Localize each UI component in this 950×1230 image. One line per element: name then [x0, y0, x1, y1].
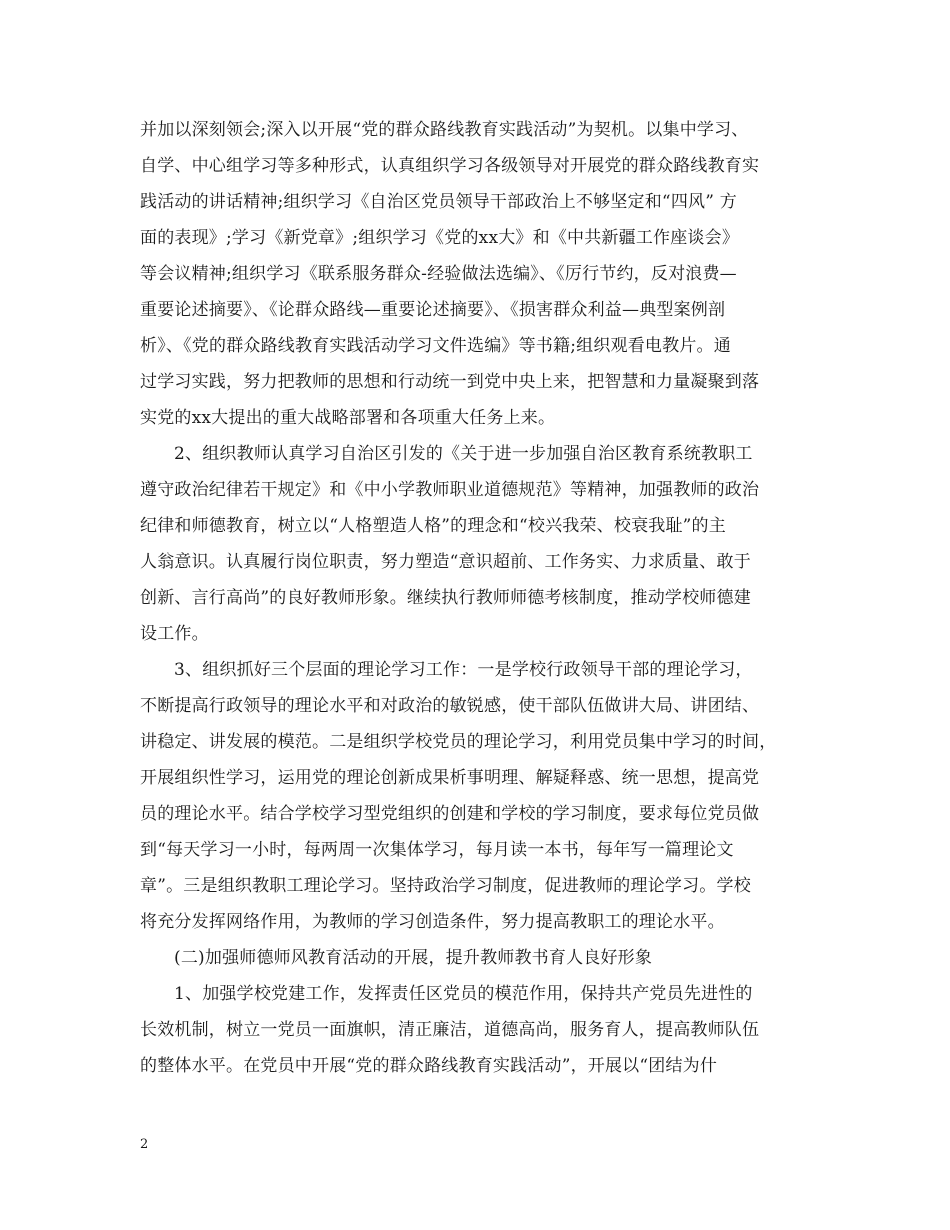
text-line: 章”。三是组织教职工理论学习。坚持政治学习制度，促进教师的理论学习。学校	[140, 876, 751, 896]
text-line: 过学习实践，努力把教师的思想和行动统一到党中央上来，把智慧和力量凝聚到落	[140, 372, 760, 392]
text-line: 践活动的讲话精神;组织学习《自治区党员领导干部政治上不够坚定和“四风” 方	[140, 192, 737, 212]
text-line: 纪律和师德教育，树立以“人格塑造人格”的理念和“校兴我荣、校衰我耻”的主	[140, 516, 726, 536]
paragraph-start-line: 3、组织抓好三个层面的理论学习工作：一是学校行政领导干部的理论学习，	[174, 660, 753, 680]
body-text	[140, 112, 812, 1084]
text-line: 不断提高行政领导的理论水平和对政治的敏锐感，使干部队伍做讲大局、讲团结、	[140, 696, 760, 716]
text-line: 的整体水平。在党员中开展“党的群众路线教育实践活动”，开展以“团结为什	[140, 1056, 718, 1076]
text-line: 讲稳定、讲发展的模范。二是组织学校党员的理论学习，利用党员集中学习的时间，	[140, 732, 777, 752]
text-line: 等会议精神;组织学习《联系服务群众-经验做法选编》、《厉行节约，反对浪费—	[140, 264, 737, 284]
paragraph-start-line: 1、加强学校党建工作，发挥责任区党员的模范作用，保持共产党员先进性的	[174, 984, 753, 1004]
text-line: 遵守政治纪律若干规定》和《中小学教师职业道德规范》等精神，加强教师的政治	[140, 480, 760, 500]
text-line: 创新、言行高尚”的良好教师形象。继续执行教师师德考核制度，推动学校师德建	[140, 588, 751, 608]
text-line: 长效机制，树立一党员一面旗帜，清正廉洁，道德高尚，服务育人，提高教师队伍	[140, 1020, 760, 1040]
text-line: 将充分发挥网络作用，为教师的学习创造条件，努力提高教职工的理论水平。	[140, 912, 725, 932]
page-number: 2	[140, 1137, 149, 1152]
text-line: 自学、中心组学习等多种形式，认真组织学习各级领导对开展党的群众路线教育实	[140, 156, 760, 176]
paragraph-start-line: 2、组织教师认真学习自治区引发的《关于进一步加强自治区教育系统教职工	[174, 444, 753, 464]
text-line: 重要论述摘要》、《论群众路线—重要论述摘要》、《损害群众利益—典型案例剖	[140, 300, 726, 320]
section-heading: (二)加强师德师风教育活动的开展，提升教师教书育人良好形象	[174, 948, 653, 968]
text-line: 员的理论水平。结合学校学习型党组织的创建和学校的学习制度，要求每位党员做	[140, 804, 760, 824]
text-line: 开展组织性学习，运用党的理论创新成果析事明理、解疑释惑、统一思想，提高党	[140, 768, 760, 788]
text-line: 析》、《党的群众路线教育实践活动学习文件选编》等书籍;组织观看电教片。通	[140, 336, 731, 356]
text-line: 人翁意识。认真履行岗位职责，努力塑造“意识超前、工作务实、力求质量、敢于	[140, 552, 751, 572]
text-line: 设工作。	[140, 624, 209, 644]
text-line: 实党的xx大提出的重大战略部署和各项重大任务上来。	[140, 408, 556, 428]
text-line: 到“每天学习一小时，每两周一次集体学习，每月读一本书，每年写一篇理论文	[140, 840, 734, 860]
text-line: 面的表现》;学习《新党章》;组织学习《党的xx大》和《中共新疆工作座谈会》	[140, 228, 740, 248]
text-line: 并加以深刻领会;深入以开展“党的群众路线教育实践活动”为契机。以集中学习、	[140, 120, 749, 140]
